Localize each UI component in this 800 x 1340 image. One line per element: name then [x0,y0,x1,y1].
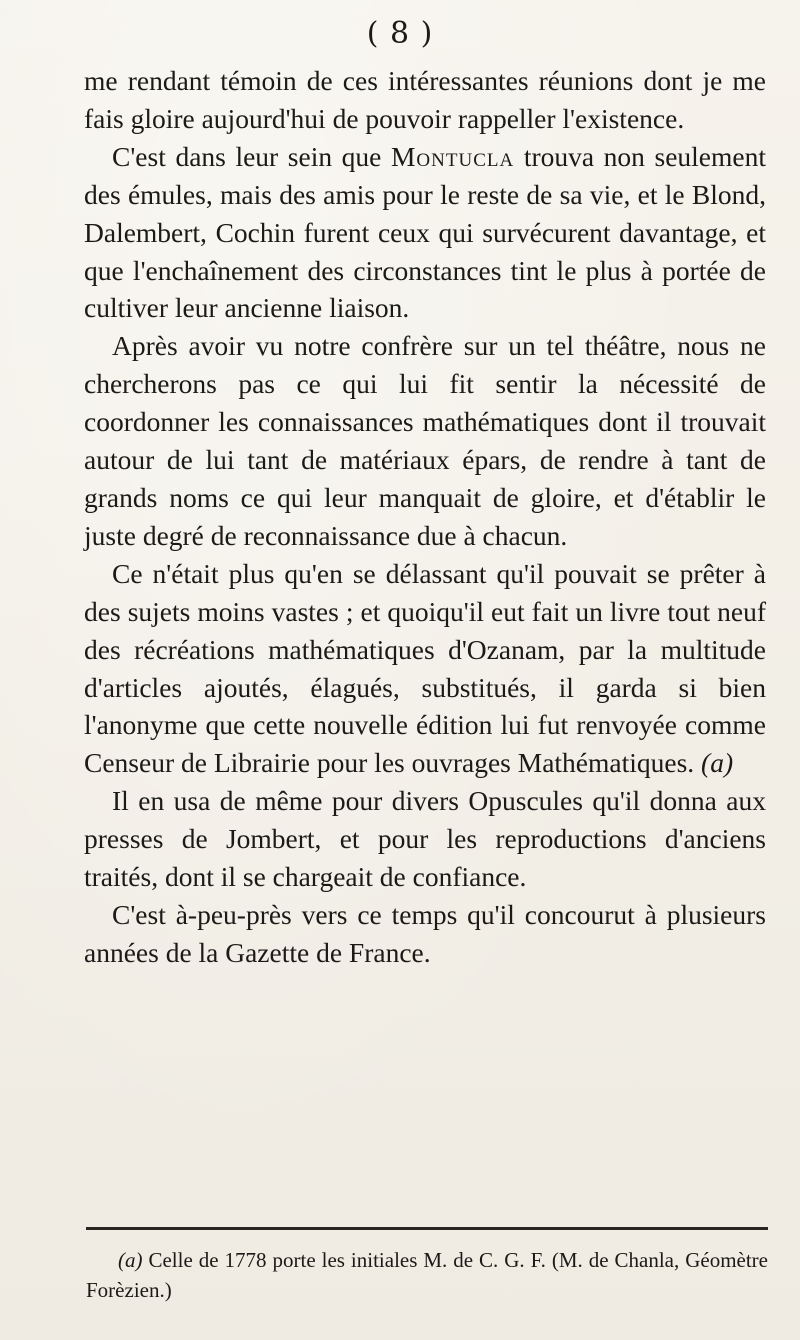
footnote-reference: (a) [701,747,734,779]
name-montucla: Montucla [390,140,515,172]
footnote [86,1245,768,1305]
main-text [84,62,766,972]
paragraph-1: me rendant témoin de ces intéressantes réunions dont je me fais gloire aujourd'hui de pouvoir rappeller l'existence. [84,65,766,134]
paragraph-6: C'est à-peu-près vers ce temps qu'il concourut à plusieurs années de la Gazette de France. [84,898,766,968]
paragraph-4-text: Ce n'était plus qu'en se délassant qu'il pouvait se prêter à des sujets moins vastes ; et quoiqu'il eut fait un livre tout neuf des récréations mathématiques d'Ozanam, par la multitude d'articles ajoutés, élagués, substitués, il garda si bien l'anonyme que cette nouvelle édition lui fut renvoyée comme Censeur de Librairie pour les ouvrages Mathématiques. [84,557,766,779]
paragraph-3: Après avoir vu notre confrère sur un tel théâtre, nous ne chercherons pas ce qui lui fit sentir la nécessité de coordonner les connaissances mathématiques dont il trouvait autour de lui tant de matériaux épars, de rendre à tant de grands noms ce qui leur manquait de gloire, et d'établir le juste degré de reconnaissance due à chacun. [84,330,766,551]
page-number: ( 8 ) [366,16,434,51]
footnote-divider [86,1227,768,1230]
paragraph-2-rest: trouva non seulement des émules, mais des amis pour le reste de sa vie, et le Blond, Dalembert, Cochin furent ceux qui survécurent davantage, et que l'enchaînement des circonstances tint le plus à portée de cultiver leur ancienne liaison. [84,140,766,324]
footnote-text: Celle de 1778 porte les initiales M. de C. G. F. (M. de Chanla, Géomètre Forèzien.) [86,1248,768,1302]
paragraph-2 [84,138,766,328]
paragraph-5: Il en usa de même pour divers Opuscules qu'il donna aux presses de Jombert, et pour les reproductions d'anciens traités, dont il se chargeait de confiance. [84,785,766,893]
paragraph-2-start: C'est dans leur sein que [112,140,391,172]
paragraph-4 [84,555,766,782]
footnote-mark: (a) [118,1248,143,1272]
